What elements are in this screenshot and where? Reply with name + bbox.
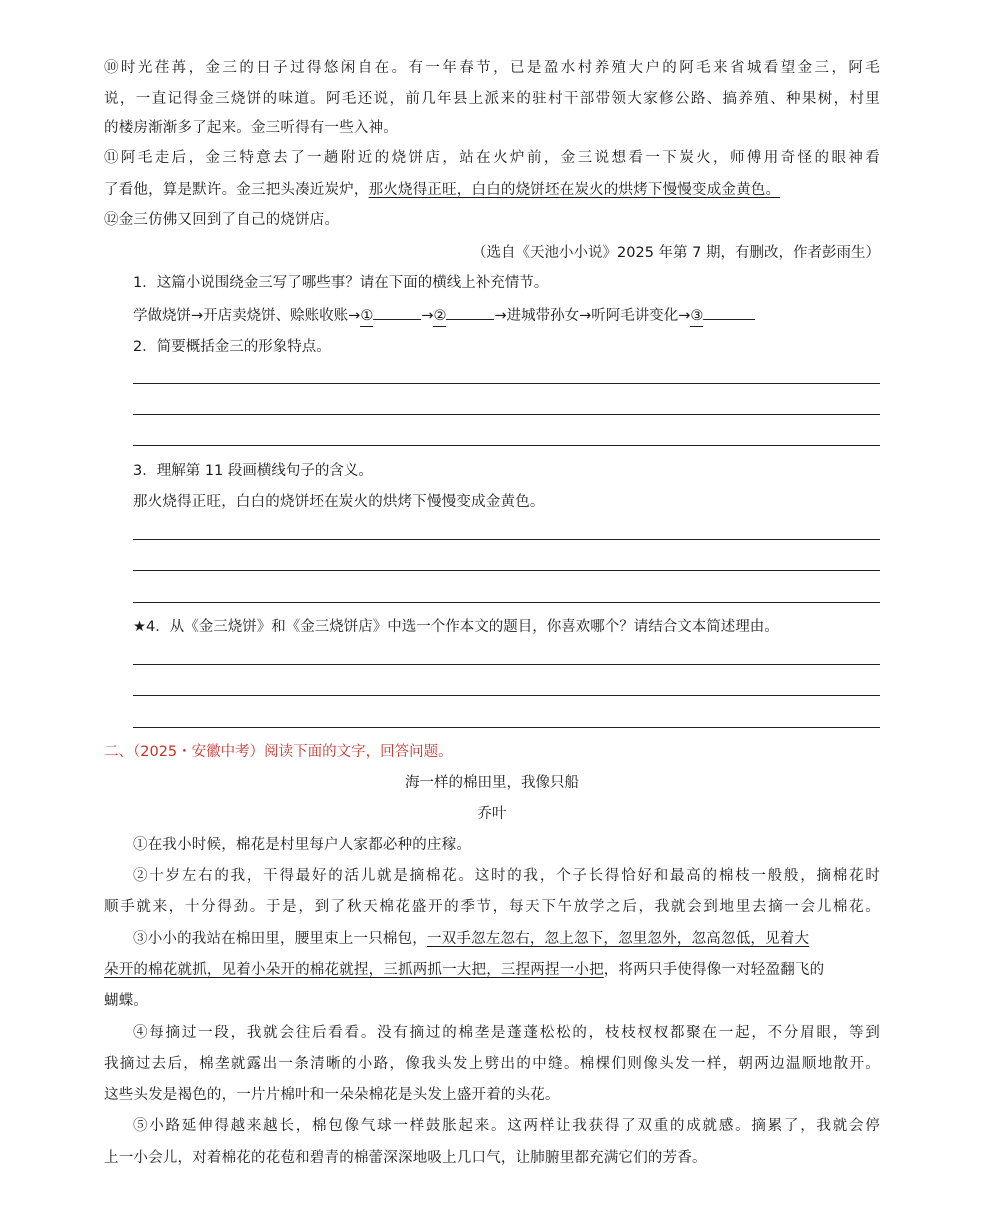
underlined-sentence: 一双手忽左忽右，忽上忽下，忽里忽外，忽高忽低，见着大 bbox=[427, 931, 810, 947]
paragraph-3-line-1 bbox=[133, 929, 880, 949]
blank-3[interactable] bbox=[703, 305, 755, 320]
paragraph-3-text: ，将两只手使得像一对轻盈翻飞的 bbox=[603, 962, 825, 978]
paragraph-2-line-2: 顺手就来，十分得劲。于是，到了秋天棉花盛开的季节，每天下午放学之后，我就会到地里去摘一会儿棉花。 bbox=[104, 899, 880, 915]
paragraph-4-line-1: ④每摘过一段，我就会往后看看。没有摘过的棉垄是蓬蓬松松的，枝枝杈杈都聚在一起，不分眉眼，等到 bbox=[133, 1025, 880, 1041]
paragraph-4-line-2: 我摘过去后，棉垄就露出一条清晰的小路，像我头发上劈出的中缝。棉棵们则像头发一样，朝两边温顺地散开。 bbox=[104, 1056, 880, 1072]
paragraph-5-line-2: 上一小会儿，对着棉花的花苞和碧青的棉蕾深深地吸上几口气，让肺腑里都充满它们的芳香。 bbox=[104, 1150, 707, 1166]
paragraph-11-line-1: ⑪阿毛走后，金三特意去了一趟附近的烧饼店，站在火炉前，金三说想看一下炭火，师傅用奇怪的眼神看 bbox=[104, 150, 880, 166]
section-2-heading: 二、（2025・安徽中考）阅读下面的文字，回答问题。 bbox=[104, 744, 453, 760]
question-3-sentence: 那火烧得正旺，白白的烧饼坯在炭火的烘烤下慢慢变成金黄色。 bbox=[133, 494, 545, 510]
answer-line[interactable] bbox=[133, 570, 880, 571]
paragraph-10-line-2: 说，一直记得金三烧饼的味道。阿毛还说，前几年县上派来的驻村干部带领大家修公路、搞养殖、种果树，村里 bbox=[104, 91, 880, 107]
paragraph-4-line-3: 这些头发是褐色的，一片片棉叶和一朵朵棉花是头发上盛开着的头花。 bbox=[104, 1087, 560, 1103]
answer-line[interactable] bbox=[133, 602, 880, 603]
paragraph-3-line-2 bbox=[104, 960, 880, 980]
blank-3-marker: ③ bbox=[690, 306, 703, 327]
blank-1[interactable] bbox=[373, 305, 421, 320]
plot-chain-start: 学做烧饼→开店卖烧饼、赊账收账→ bbox=[133, 308, 361, 324]
answer-line[interactable] bbox=[133, 539, 880, 540]
blank-2[interactable] bbox=[446, 305, 494, 320]
paragraph-1: ①在我小时候，棉花是村里每户人家都必种的庄稼。 bbox=[133, 837, 472, 853]
paragraph-3-line-3: 蝴蝶。 bbox=[104, 993, 149, 1009]
plot-chain-middle: →进城带孙女→听阿毛讲变化→ bbox=[494, 308, 691, 324]
answer-line[interactable] bbox=[133, 727, 880, 728]
blank-2-marker: ② bbox=[433, 306, 446, 327]
question-3: 3．理解第 11 段画横线句子的含义。 bbox=[133, 463, 373, 479]
paragraph-10-line-1: ⑩时光荏苒，金三的日子过得悠闲自在。有一年春节，已是盈水村养殖大户的阿毛来省城看望金三，阿毛 bbox=[104, 60, 880, 76]
answer-line[interactable] bbox=[133, 414, 880, 415]
question-2: 2．简要概括金三的形象特点。 bbox=[133, 339, 331, 355]
paragraph-10-line-3: 的楼房渐渐多了起来。金三听得有一些入神。 bbox=[104, 120, 398, 136]
answer-line[interactable] bbox=[133, 664, 880, 665]
source-citation: （选自《天池小小说》2025 年第 7 期，有删改，作者彭雨生） bbox=[472, 245, 880, 261]
article-title: 海一样的棉田里，我像只船 bbox=[405, 775, 579, 791]
answer-line[interactable] bbox=[133, 695, 880, 696]
paragraph-12: ⑫金三仿佛又回到了自己的烧饼店。 bbox=[104, 212, 340, 228]
answer-line[interactable] bbox=[133, 445, 880, 446]
paragraph-3-text: ③小小的我站在棉田里，腰里束上一只棉包， bbox=[133, 931, 427, 947]
blank-1-marker: ① bbox=[360, 306, 373, 327]
paragraph-2-line-1: ②十岁左右的我，干得最好的活儿就是摘棉花。这时的我，个子长得恰好和最高的棉枝一般般，摘棉花时 bbox=[133, 868, 880, 884]
paragraph-11-text: 了看他，算是默许。金三把头凑近炭炉， bbox=[104, 182, 369, 198]
underlined-sentence: 朵开的棉花就抓，见着小朵开的棉花就捏，三抓两抓一大把，三捏两捏一小把 bbox=[104, 962, 604, 978]
arrow: → bbox=[421, 308, 434, 324]
article-author: 乔叶 bbox=[477, 806, 507, 822]
underlined-sentence: 那火烧得正旺，白白的烧饼坯在炭火的烘烤下慢慢变成金黄色。 bbox=[368, 182, 781, 198]
answer-line[interactable] bbox=[133, 383, 880, 384]
question-1: 1．这篇小说围绕金三写了哪些事？请在下面的横线上补充情节。 bbox=[133, 275, 549, 291]
question-1-plot-chain bbox=[133, 305, 755, 327]
paragraph-5-line-1: ⑤小路延伸得越来越长，棉包像气球一样鼓胀起来。这两样让我获得了双重的成就感。摘累了，我就会停 bbox=[133, 1118, 880, 1134]
paragraph-11-line-2 bbox=[104, 180, 880, 200]
question-4: ★4．从《金三烧饼》和《金三烧饼店》中选一个作本文的题目，你喜欢哪个？请结合文本简述理由。 bbox=[133, 619, 779, 635]
